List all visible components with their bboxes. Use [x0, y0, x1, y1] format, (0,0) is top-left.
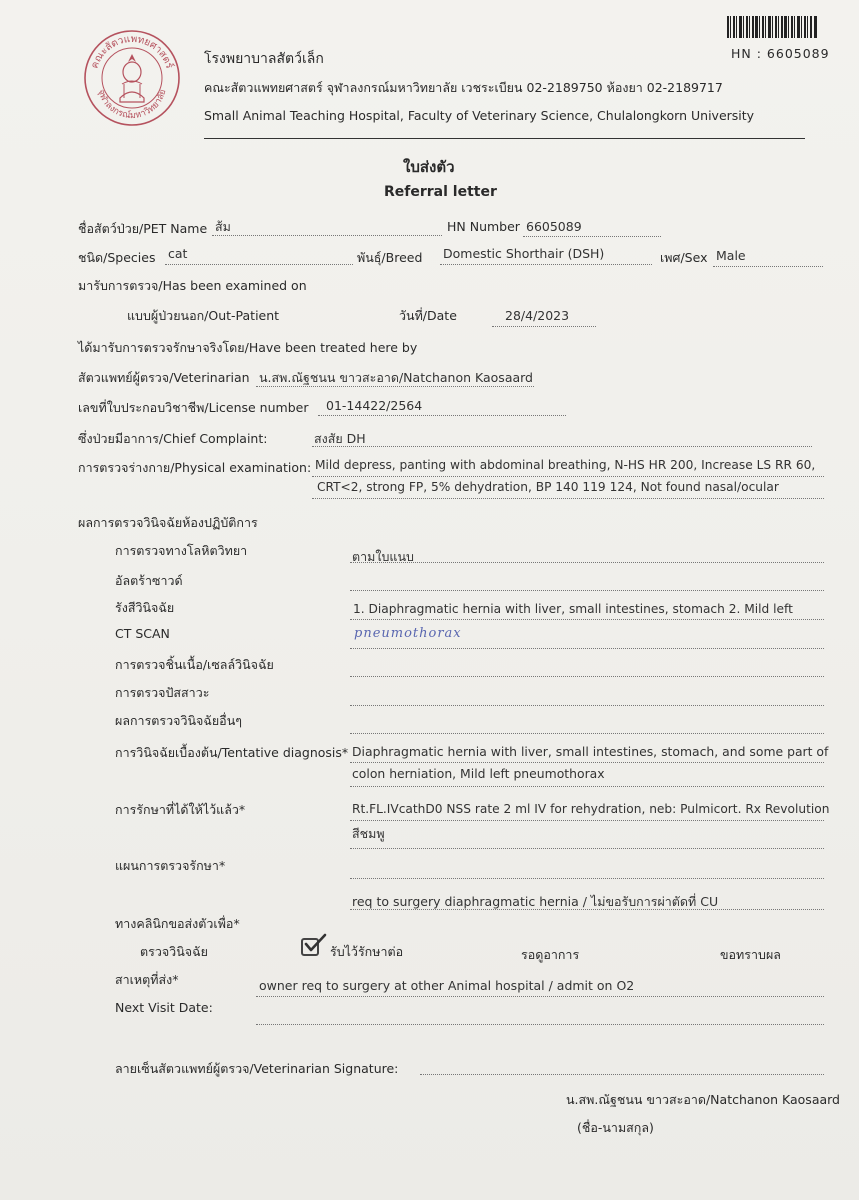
- referral-purpose-label: ทางคลินิกขอส่งตัวเพื่อ*: [115, 916, 240, 931]
- physical-exam-line-1: Mild depress, panting with abdominal breathing, N-HS HR 200, Increase LS RR 60,: [315, 458, 816, 472]
- referral-reason-line: [256, 996, 824, 997]
- wait-symptoms-label: รอดูอาการ: [521, 947, 580, 962]
- hn-number-value: 6605089: [526, 219, 582, 234]
- treatment-line-1: Rt.FL.IVcathD0 NSS rate 2 ml IV for rehydration, neb: Pulmicort. Rx Revolution: [352, 802, 830, 816]
- date-value: 28/4/2023: [505, 308, 570, 323]
- tentative-diagnosis-line-2: colon herniation, Mild left pneumothorax: [352, 766, 605, 781]
- referral-diagnosis-label: ตรวจวินิจฉัย: [140, 944, 208, 959]
- pet-name-label: ชื่อสัตว์ป่วย/PET Name: [78, 221, 208, 236]
- referral-reason-value: owner req to surgery at other Animal hospital / admit on O2: [259, 978, 635, 993]
- pet-name-line: [212, 235, 442, 236]
- hn-header-value: 6605089: [766, 46, 830, 61]
- species-value: cat: [168, 246, 188, 261]
- hospital-name-th: โรงพยาบาลสัตว์เล็ก: [204, 51, 324, 67]
- radiology-label: รังสีวินิจฉัย: [115, 600, 175, 615]
- signature-name-caption: (ชื่อ-นามสกุล): [577, 1120, 654, 1135]
- hn-header: [731, 46, 830, 61]
- hematology-label: การตรวจทางโลหิตวิทยา: [115, 543, 248, 558]
- title-en: Referral letter: [384, 184, 497, 200]
- hn-header-label: HN :: [731, 46, 762, 61]
- faculty-info-th: คณะสัตวแพทยศาสตร์ จุฬาลงกรณ์มหาวิทยาลัย เวชระเบียน 02-2189750 ห้องยา 02-2189717: [204, 80, 723, 95]
- signature-name: น.สพ.ณัฐชนน ขาวสะอาด/Natchanon Kaosaard: [566, 1092, 840, 1107]
- hn-number-label: HN Number: [447, 219, 520, 234]
- chief-complaint-value: สงสัย DH: [314, 431, 366, 446]
- tentative-diagnosis-line-1: Diaphragmatic hernia with liver, small intestines, stomach, and some part of: [352, 744, 829, 759]
- cytology-line: [350, 676, 824, 677]
- urinalysis-line: [350, 705, 824, 706]
- treatment-plan-rule-2: [350, 909, 824, 910]
- tentative-diagnosis-rule-1: [350, 762, 824, 763]
- physical-exam-label: การตรวจร่างกาย/Physical examination:: [78, 460, 312, 475]
- lab-heading: ผลการตรวจวินิจฉัยห้องปฏิบัติการ: [78, 515, 258, 530]
- svg-text:จุฬาลงกรณ์มหาวิทยาลัย: จุฬาลงกรณ์มหาวิทยาลัย: [95, 88, 169, 122]
- out-patient-label: แบบผู้ป่วยนอก/Out-Patient: [127, 308, 280, 323]
- signature-line: [420, 1074, 824, 1075]
- next-visit-label: Next Visit Date:: [115, 1000, 213, 1015]
- pet-name-value: ส้ม: [215, 219, 231, 234]
- barcode-icon: [727, 16, 817, 38]
- treatment-plan-rule-1: [350, 878, 824, 879]
- title-th: ใบส่งตัว: [403, 158, 455, 176]
- svg-text:คณะสัตวแพทยศาสตร์: คณะสัตวแพทยศาสตร์: [89, 33, 175, 71]
- ct-scan-line: [350, 648, 824, 649]
- sex-value: Male: [716, 248, 746, 263]
- physical-exam-rule-2: [312, 498, 824, 499]
- ct-scan-label: CT SCAN: [115, 626, 170, 641]
- species-label: ชนิด/Species: [78, 250, 156, 265]
- sex-label: เพศ/Sex: [660, 250, 708, 265]
- treatment-label: การรักษาที่ได้ให้ไว้แล้ว*: [115, 802, 246, 817]
- check-mark-icon: [303, 933, 327, 955]
- chief-complaint-line: [312, 446, 812, 447]
- veterinarian-value: น.สพ.ณัฐชนน ขาวสะอาด/Natchanon Kaosaard: [259, 370, 533, 385]
- continue-treatment-label: รับไว้รักษาต่อ: [330, 944, 404, 959]
- veterinarian-line: [256, 386, 534, 387]
- radiology-line: [350, 619, 824, 620]
- chief-complaint-label: ซึ่งป่วยมีอาการ/Chief Complaint:: [78, 431, 268, 446]
- sex-line: [713, 266, 823, 267]
- hematology-line: [350, 562, 824, 563]
- request-result-label: ขอทราบผล: [720, 947, 781, 962]
- date-line: [492, 326, 596, 327]
- treatment-plan-value: req to surgery diaphragmatic hernia / ไม่ขอรับการผ่าตัดที่ CU: [352, 894, 719, 909]
- ct-handwritten-note: pneumothorax: [354, 626, 462, 641]
- hn-number-line: [523, 236, 661, 237]
- other-diagnostics-line: [350, 733, 824, 734]
- hospital-name-en: Small Animal Teaching Hospital, Faculty of Veterinary Science, Chulalongkorn University: [204, 108, 755, 123]
- examined-label: มารับการตรวจ/Has been examined on: [78, 278, 307, 293]
- breed-line: [440, 264, 652, 265]
- treatment-rule-1: [350, 820, 824, 821]
- other-diagnostics-label: ผลการตรวจวินิจฉัยอื่นๆ: [115, 713, 242, 728]
- ultrasound-label: อัลตร้าซาวด์: [115, 573, 183, 588]
- veterinarian-label: สัตวแพทย์ผู้ตรวจ/Veterinarian: [78, 370, 250, 385]
- signature-label: ลายเซ็นสัตวแพทย์ผู้ตรวจ/Veterinarian Signature:: [115, 1061, 399, 1076]
- urinalysis-label: การตรวจปัสสาวะ: [115, 685, 210, 700]
- breed-label: พันธุ์/Breed: [357, 250, 423, 265]
- faculty-seal-logo: [82, 28, 182, 128]
- radiology-value: 1. Diaphragmatic hernia with liver, small intestines, stomach 2. Mild left: [353, 602, 793, 616]
- license-value: 01-14422/2564: [326, 398, 423, 413]
- breed-value: Domestic Shorthair (DSH): [443, 246, 605, 261]
- treatment-line-2: สีชมพู: [352, 826, 385, 841]
- next-visit-line: [256, 1024, 824, 1025]
- ultrasound-line: [350, 590, 824, 591]
- license-line: [318, 415, 566, 416]
- treated-by-label: ได้มารับการตรวจรักษาจริงโดย/Have been treated here by: [78, 340, 418, 355]
- physical-exam-line-2: CRT<2, strong FP, 5% dehydration, BP 140 119 124, Not found nasal/ocular: [317, 480, 779, 494]
- date-label: วันที่/Date: [399, 308, 457, 323]
- header-divider: [204, 138, 805, 139]
- tentative-diagnosis-rule-2: [350, 786, 824, 787]
- license-label: เลขที่ใบประกอบวิชาชีพ/License number: [78, 400, 309, 415]
- referral-reason-label: สาเหตุที่ส่ง*: [115, 972, 179, 987]
- tentative-diagnosis-label: การวินิจฉัยเบื้องต้น/Tentative diagnosis*: [115, 745, 349, 760]
- cytology-label: การตรวจชิ้นเนื้อ/เซลล์วินิจฉัย: [115, 657, 274, 672]
- hematology-value: ตามใบแนบ: [352, 549, 414, 564]
- species-line: [165, 264, 353, 265]
- physical-exam-rule-1: [312, 476, 824, 477]
- treatment-rule-2: [350, 848, 824, 849]
- treatment-plan-label: แผนการตรวจรักษา*: [115, 858, 226, 873]
